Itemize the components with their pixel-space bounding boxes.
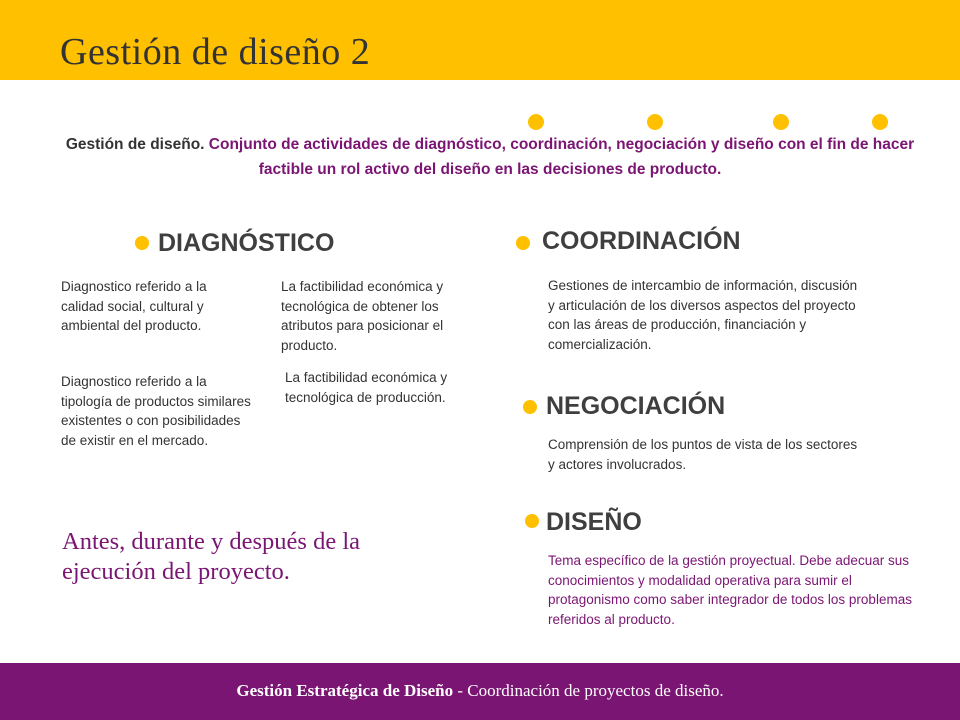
diagnostico-item-1: Diagnostico referido a la calidad social, cultural y ambiental del producto. xyxy=(61,279,207,333)
bullet-dot-icon xyxy=(773,114,789,130)
timing-note: Antes, durante y después de la ejecución del proyecto. xyxy=(62,528,360,585)
bullet-dot-icon xyxy=(872,114,888,130)
intro-lead: Gestión de diseño. xyxy=(65,136,205,153)
intro-definition xyxy=(40,132,940,182)
section-title-diagnostico: DIAGNÓSTICO xyxy=(158,229,335,257)
section-bullet-icon xyxy=(523,400,537,414)
section-title-coordinacion: COORDINACIÓN xyxy=(542,227,741,255)
diagnostico-item-2: Diagnostico referido a la tipología de productos similares existentes o con posibilidades de existir en el mercado. xyxy=(61,374,251,448)
page-title: Gestión de diseño 2 xyxy=(60,31,371,73)
intro-text: Conjunto de actividades de diagnóstico, coordinación, negociación y diseño con el fin de hacer factible un rol activo del diseño en las decisiones de producto. xyxy=(208,136,915,178)
negociacion-text: Comprensión de los puntos de vista de los sectores y actores involucrados. xyxy=(548,437,858,472)
diagnostico-item-3: La factibilidad económica y tecnológica de obtener los atributos para posicionar el producto. xyxy=(281,279,444,353)
footer-bar xyxy=(0,663,960,720)
bullet-dot-icon xyxy=(647,114,663,130)
header-bar xyxy=(0,0,960,80)
bullet-dot-icon xyxy=(528,114,544,130)
diseno-text: Tema específico de la gestión proyectual. Debe adecuar sus conocimientos y modalidad operativa para sumir el protagonismo como saber integrador de todos los problemas referidos al producto. xyxy=(548,553,912,627)
coordinacion-text: Gestiones de intercambio de información, discusión y articulación de los diversos aspectos del proyecto con las áreas de producción, financiación y comercialización. xyxy=(548,278,858,352)
footer-subtitle: - Coordinación de proyectos de diseño. xyxy=(453,681,724,700)
section-title-negociacion: NEGOCIACIÓN xyxy=(546,392,726,420)
section-bullet-icon xyxy=(525,514,539,528)
diagnostico-item-4: La factibilidad económica y tecnológica de producción. xyxy=(285,370,448,405)
footer-text xyxy=(0,681,960,701)
section-bullet-icon xyxy=(516,236,530,250)
section-bullet-icon xyxy=(135,236,149,250)
footer-course-name: Gestión Estratégica de Diseño xyxy=(236,681,454,700)
section-title-diseno: DISEÑO xyxy=(546,508,642,536)
